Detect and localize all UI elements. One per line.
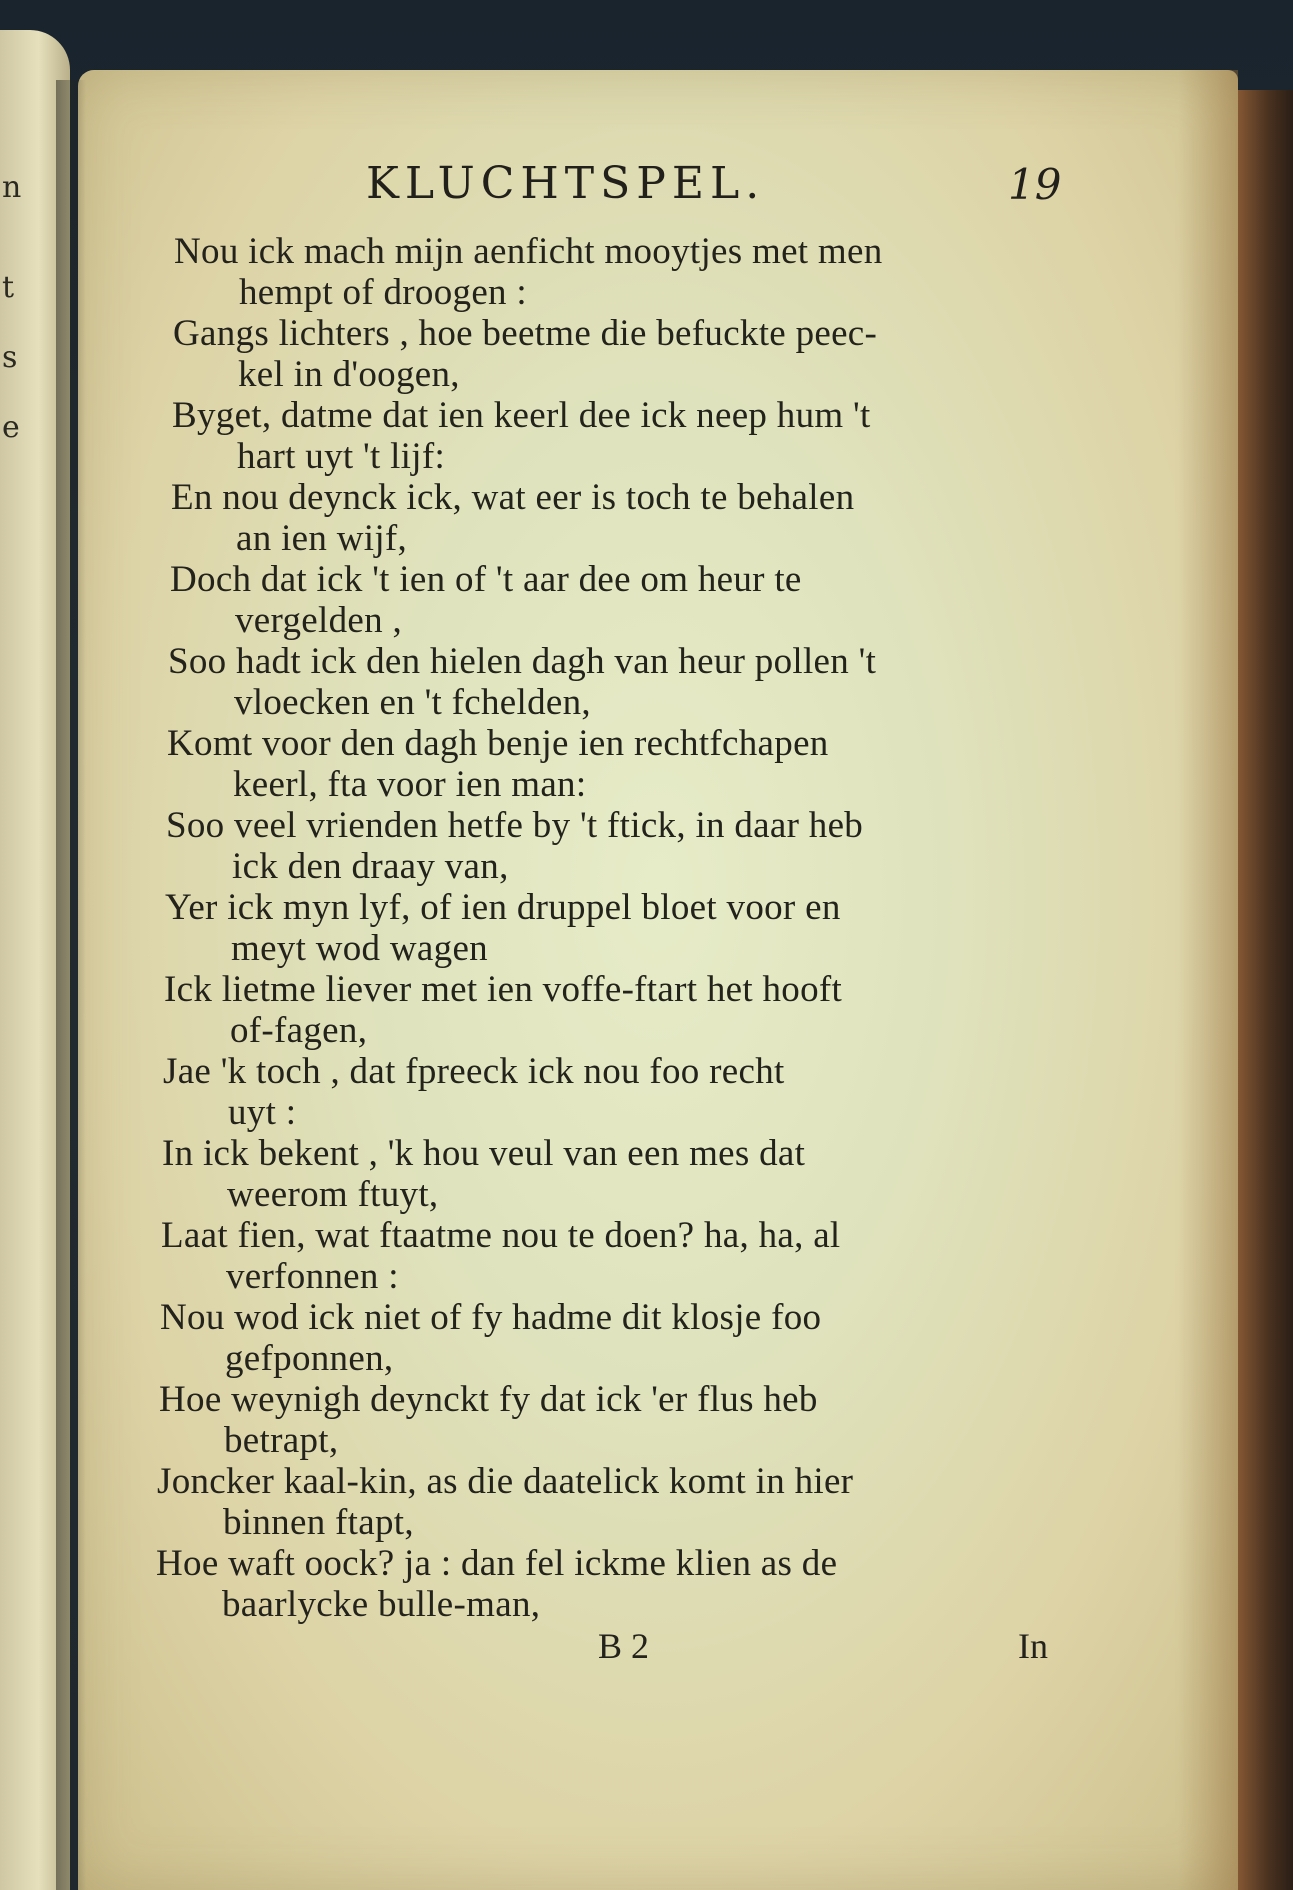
verse-line-continuation: of-fagen, [230,1010,368,1051]
left-page-fragment: n [2,170,22,205]
left-page-fragment: t [2,270,15,305]
verse-text [78,70,1238,1890]
verse-line-continuation: hempt of droogen : [239,272,527,313]
verse-line: Jae 'k toch , dat fpreeck ick nou foo recht [163,1051,785,1092]
verse-line-continuation: vergelden , [235,600,402,641]
verse-line-continuation: kel in d'oogen, [238,354,460,395]
printed-page [78,70,1238,1890]
verse-line: En nou deynck ick, wat eer is toch te behalen [171,477,855,518]
verse-line: Soo hadt ick den hielen dagh van heur pollen 't [168,641,877,682]
verse-line: Komt voor den dagh benje ien rechtfchapen [167,723,829,764]
page-number: 19 [1008,160,1062,209]
verse-line-continuation: gefponnen, [225,1338,394,1379]
verse-line-continuation: verfonnen : [226,1256,399,1297]
verse-line-continuation: hart uyt 't lijf: [237,436,446,477]
verse-line: In ick bekent , 'k hou veul van een mes dat [162,1133,806,1174]
verse-line-continuation: uyt : [228,1092,297,1133]
verse-line: Hoe waft oock? ja : dan fel ickme klien as de [156,1543,838,1584]
verse-line: Joncker kaal-kin, as die daatelick komt in hier [157,1461,854,1502]
verse-line-continuation: keerl, fta voor ien man: [233,764,587,805]
left-page-fragment: s [2,340,18,375]
verse-line: Nou wod ick niet of fy hadme dit klosje foo [160,1297,822,1338]
verse-line-continuation: vloecken en 't fchelden, [234,682,591,723]
verse-line: Ick lietme liever met ien voffe-ftart het hooft [164,969,843,1010]
verse-line-continuation: an ien wijf, [236,518,408,559]
verse-line-continuation: meyt wod wagen [231,928,488,969]
verse-line: Nou ick mach mijn aenficht mooytjes met men [174,231,883,272]
verse-line-continuation: binnen ftapt, [223,1502,414,1543]
verse-line-continuation: weerom ftuyt, [227,1174,439,1215]
gutter-shadow [56,80,86,1890]
verse-line: Byget, datme dat ien keerl dee ick neep hum 't [172,395,871,436]
verse-line-continuation: betrapt, [224,1420,339,1461]
verse-line: Yer ick myn lyf, of ien druppel bloet voor en [165,887,841,928]
signature-mark: B 2 [598,1626,650,1666]
verse-line: Laat fien, wat ftaatme nou te doen? ha, ha, al [161,1215,841,1256]
catchword: In [1018,1626,1048,1666]
verse-line-continuation: baarlycke bulle-man, [222,1584,541,1625]
verse-line: Hoe weynigh deynckt fy dat ick 'er flus heb [159,1379,818,1420]
verse-line-continuation: ick den draay van, [232,846,509,887]
left-page-fragment: e [2,410,20,445]
running-head: KLUCHTSPEL. [366,158,766,209]
verse-line: Doch dat ick 't ien of 't aar dee om heur te [170,559,802,600]
verse-line: Soo veel vrienden hetfe by 't ftick, in daar heb [166,805,864,846]
verse-line: Gangs lichters , hoe beetme die befuckte peec- [173,313,878,354]
